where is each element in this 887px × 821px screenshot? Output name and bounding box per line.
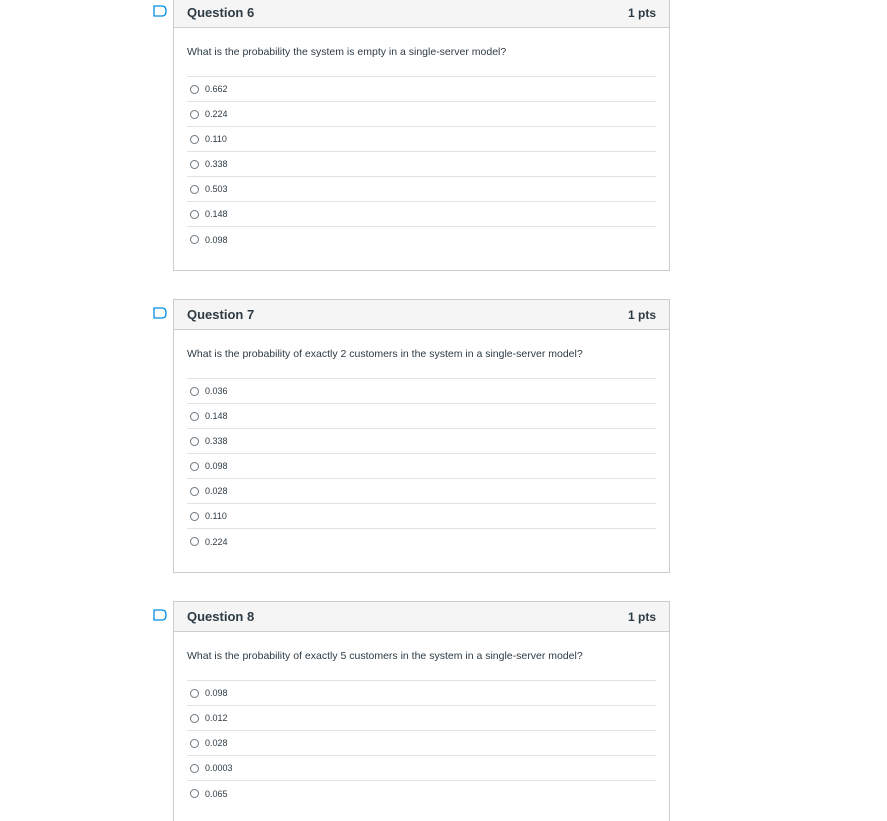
question-body — [174, 330, 669, 567]
answer-option[interactable] — [187, 429, 656, 454]
radio-button[interactable] — [190, 487, 199, 496]
answer-label: 0.098 — [205, 688, 228, 698]
radio-button[interactable] — [190, 512, 199, 521]
answer-option[interactable] — [187, 77, 656, 102]
answer-option[interactable] — [187, 177, 656, 202]
answer-label: 0.110 — [205, 134, 227, 144]
question-text: What is the probability of exactly 5 customers in the system in a single-server model? — [187, 650, 583, 662]
question-body — [174, 28, 669, 265]
radio-button[interactable] — [190, 412, 199, 421]
answer-option[interactable] — [187, 731, 656, 756]
answer-list — [187, 378, 656, 554]
answer-label: 0.110 — [205, 511, 227, 521]
answer-list — [187, 680, 656, 806]
question-card — [173, 0, 670, 271]
radio-button[interactable] — [190, 537, 199, 546]
question-header — [174, 602, 669, 632]
flag-question-icon[interactable] — [153, 609, 167, 621]
radio-button[interactable] — [190, 210, 199, 219]
question-body — [174, 632, 669, 819]
question-header — [174, 0, 669, 28]
answer-label: 0.098 — [205, 234, 228, 245]
question-text: What is the probability of exactly 2 customers in the system in a single-server model? — [187, 348, 583, 360]
question-title: Question 8 — [187, 609, 255, 624]
answer-option[interactable] — [187, 681, 656, 706]
answer-option[interactable] — [187, 227, 656, 252]
answer-label: 0.224 — [205, 536, 228, 547]
answer-label: 0.338 — [205, 436, 228, 446]
answer-label: 0.338 — [205, 159, 228, 169]
radio-button[interactable] — [190, 387, 199, 396]
answer-option[interactable] — [187, 504, 656, 529]
answer-option[interactable] — [187, 781, 656, 806]
question-card — [173, 601, 670, 821]
answer-option[interactable] — [187, 202, 656, 227]
radio-button[interactable] — [190, 764, 199, 773]
answer-label: 0.662 — [205, 84, 228, 94]
radio-button[interactable] — [190, 689, 199, 698]
question-card — [173, 299, 670, 573]
answer-label: 0.148 — [205, 209, 228, 219]
radio-button[interactable] — [190, 110, 199, 119]
radio-button[interactable] — [190, 235, 199, 244]
flag-question-icon[interactable] — [153, 307, 167, 319]
answer-option[interactable] — [187, 102, 656, 127]
answer-label: 0.028 — [205, 738, 228, 748]
radio-button[interactable] — [190, 160, 199, 169]
answer-label: 0.028 — [205, 486, 228, 496]
answer-label: 0.036 — [205, 386, 228, 396]
answer-label: 0.224 — [205, 109, 228, 119]
radio-button[interactable] — [190, 739, 199, 748]
answer-label: 0.148 — [205, 411, 228, 421]
question-points: 1 pts — [627, 5, 656, 20]
answer-option[interactable] — [187, 404, 656, 429]
answer-option[interactable] — [187, 479, 656, 504]
answer-label: 0.012 — [205, 713, 228, 723]
answer-option[interactable] — [187, 152, 656, 177]
answer-label: 0.065 — [205, 788, 228, 799]
answer-option[interactable] — [187, 379, 656, 404]
answer-option[interactable] — [187, 454, 656, 479]
radio-button[interactable] — [190, 437, 199, 446]
radio-button[interactable] — [190, 185, 199, 194]
question-header — [174, 300, 669, 330]
answer-label: 0.098 — [205, 461, 228, 471]
radio-button[interactable] — [190, 789, 199, 798]
question-points: 1 pts — [627, 609, 656, 624]
radio-button[interactable] — [190, 714, 199, 723]
answer-option[interactable] — [187, 127, 656, 152]
answer-option[interactable] — [187, 756, 656, 781]
answer-label: 0.503 — [205, 184, 228, 194]
radio-button[interactable] — [190, 135, 199, 144]
question-title: Question 7 — [187, 307, 255, 322]
radio-button[interactable] — [190, 462, 199, 471]
radio-button[interactable] — [190, 85, 199, 94]
answer-option[interactable] — [187, 706, 656, 731]
answer-option[interactable] — [187, 529, 656, 554]
answer-list — [187, 76, 656, 252]
question-title: Question 6 — [187, 5, 255, 20]
question-text: What is the probability the system is empty in a single-server model? — [187, 46, 507, 58]
question-points: 1 pts — [627, 307, 656, 322]
answer-label: 0.0003 — [205, 763, 233, 773]
flag-question-icon[interactable] — [153, 5, 167, 17]
